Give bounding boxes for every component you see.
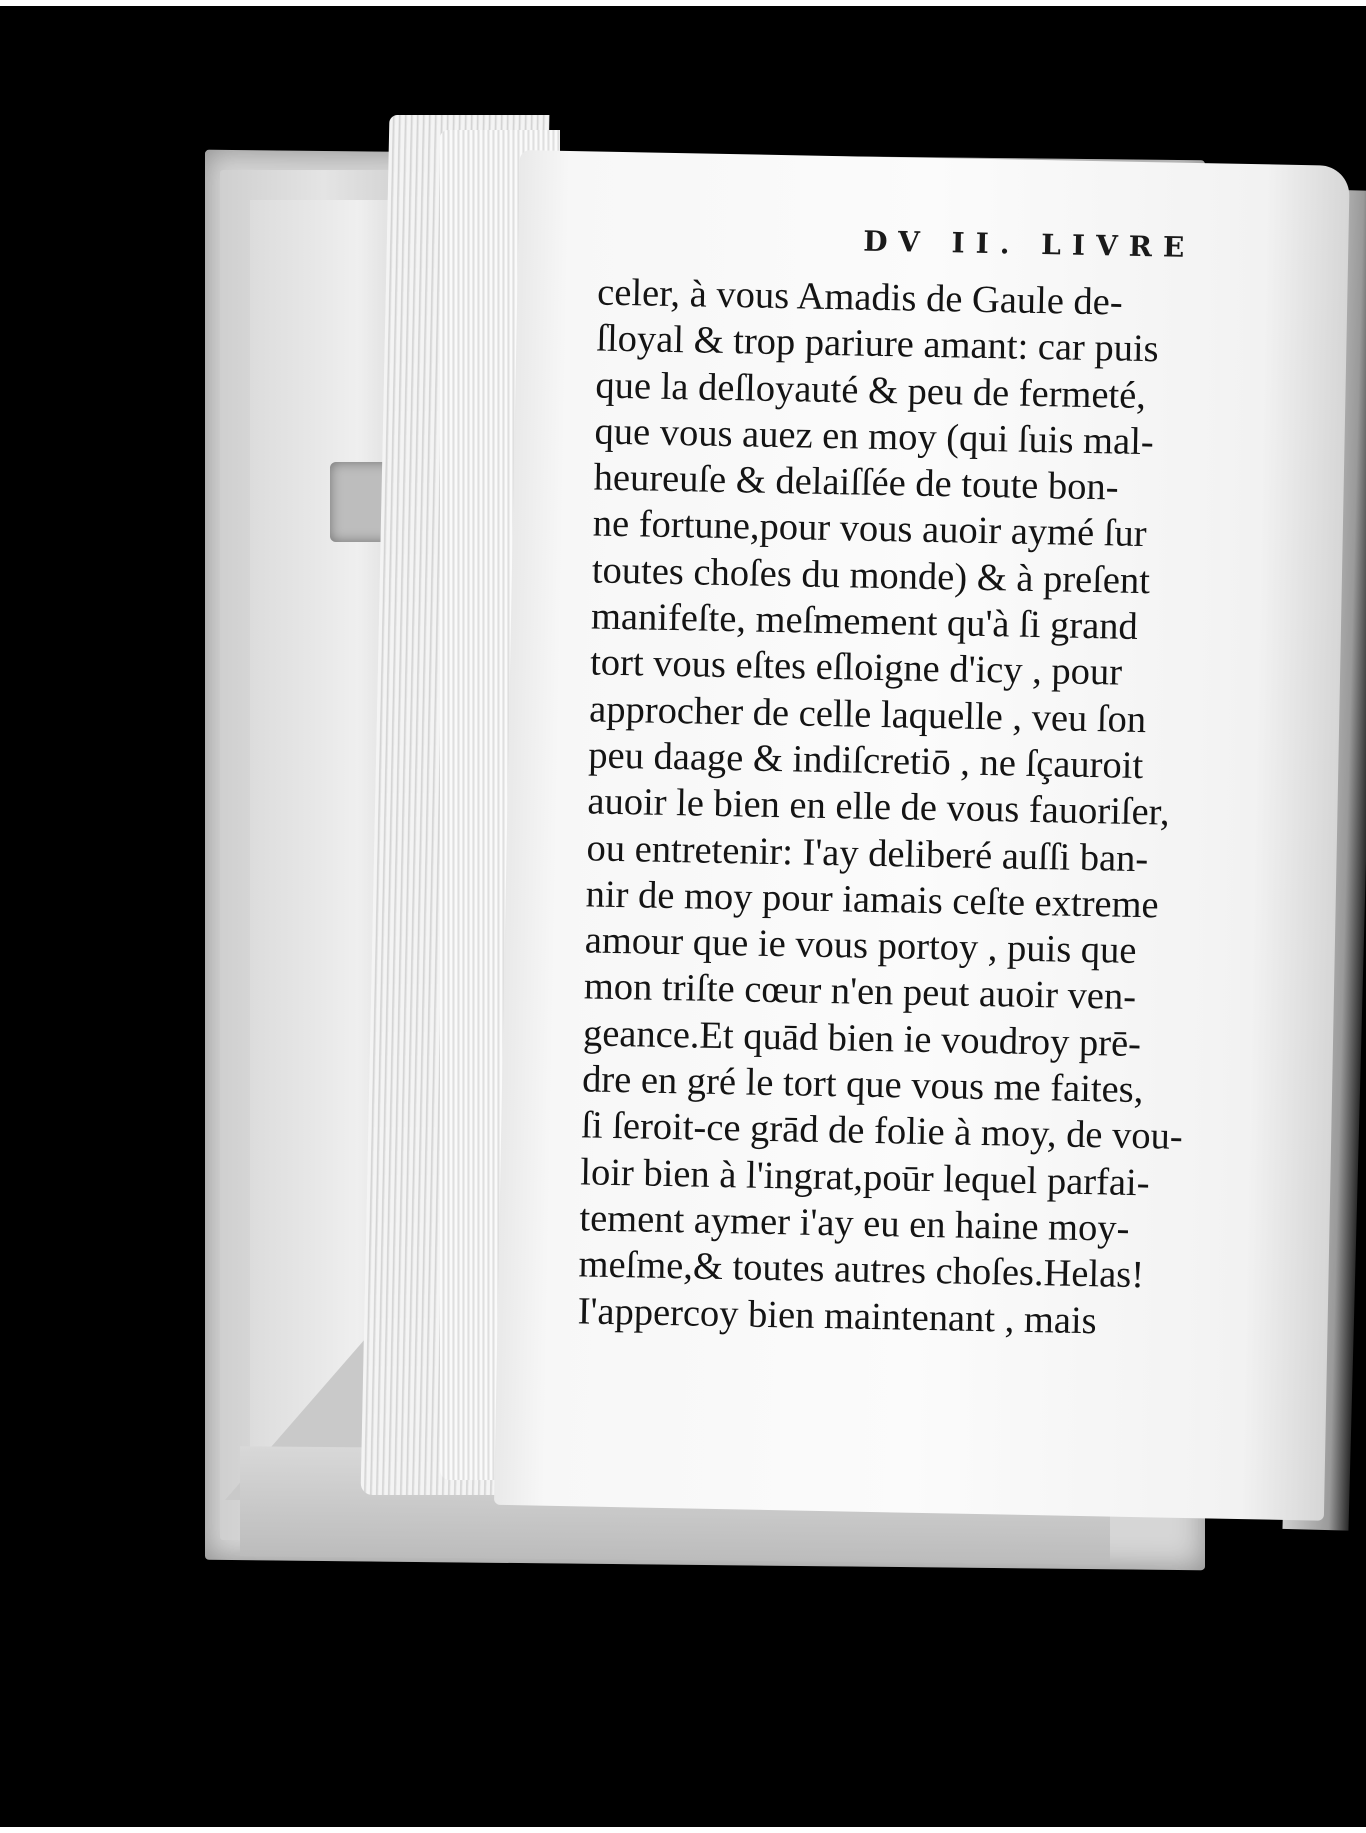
text-line: approcher de celle laquelle , veu ſon	[588, 688, 1147, 741]
text-line: manifeſte, meſmement qu'à ſi grand	[590, 595, 1139, 649]
text-line: heureuſe & delaiſſée de toute bon-	[593, 456, 1119, 509]
text-line: ou entretenir: I'ay deliberé auſſi ban-	[586, 826, 1149, 880]
text-line: meſme,& toutes autres choſes.Helas!	[578, 1243, 1145, 1297]
text-line: toutes choſes du monde) & à preſent	[591, 549, 1151, 602]
text-line: amour que ie vous portoy , puis que	[584, 919, 1137, 973]
text-line: auoir le bien en elle de vous fauoriſer,	[587, 780, 1170, 834]
text-line: ſloyal & trop pariure amant: car puis	[595, 317, 1160, 371]
text-line: mon triſte cœur n'en peut auoir ven-	[583, 965, 1137, 1019]
text-line: ne fortune,pour vous auoir aymé ſur	[592, 502, 1147, 556]
text-line: dre en gré le tort que vous me faites,	[581, 1058, 1144, 1112]
text-line: celer, à vous Amadis de Gaule de-	[596, 271, 1124, 324]
text-line: que la deſloyauté & peu de fermeté,	[595, 364, 1147, 417]
scan-bottom-edge	[0, 1827, 1366, 1833]
text-line: nir de moy pour iamais ceſte extreme	[585, 873, 1160, 927]
text-line: ſi ſeroit-ce grād de folie à moy, de vou-	[580, 1104, 1184, 1159]
text-line: tort vous eſtes eſloigne d'icy , pour	[589, 641, 1123, 695]
text-line: que vous auez en moy (qui ſuis mal-	[594, 410, 1155, 464]
body-text	[577, 270, 1337, 1349]
book-page	[494, 150, 1350, 1521]
text-line: peu daage & indiſcretiō , ne ſçauroit	[587, 734, 1144, 788]
text-line: I'appercoy bien maintenant , mais	[577, 1289, 1098, 1342]
text-line: tement aymer i'ay eu en haine moy-	[579, 1197, 1130, 1250]
text-line: loir bien à l'ingrat,poūr lequel parfai-	[579, 1150, 1150, 1204]
running-head: DV II. LIVRE	[862, 224, 1196, 264]
text-line: geance.Et quād bien ie voudroy prē-	[582, 1012, 1142, 1065]
